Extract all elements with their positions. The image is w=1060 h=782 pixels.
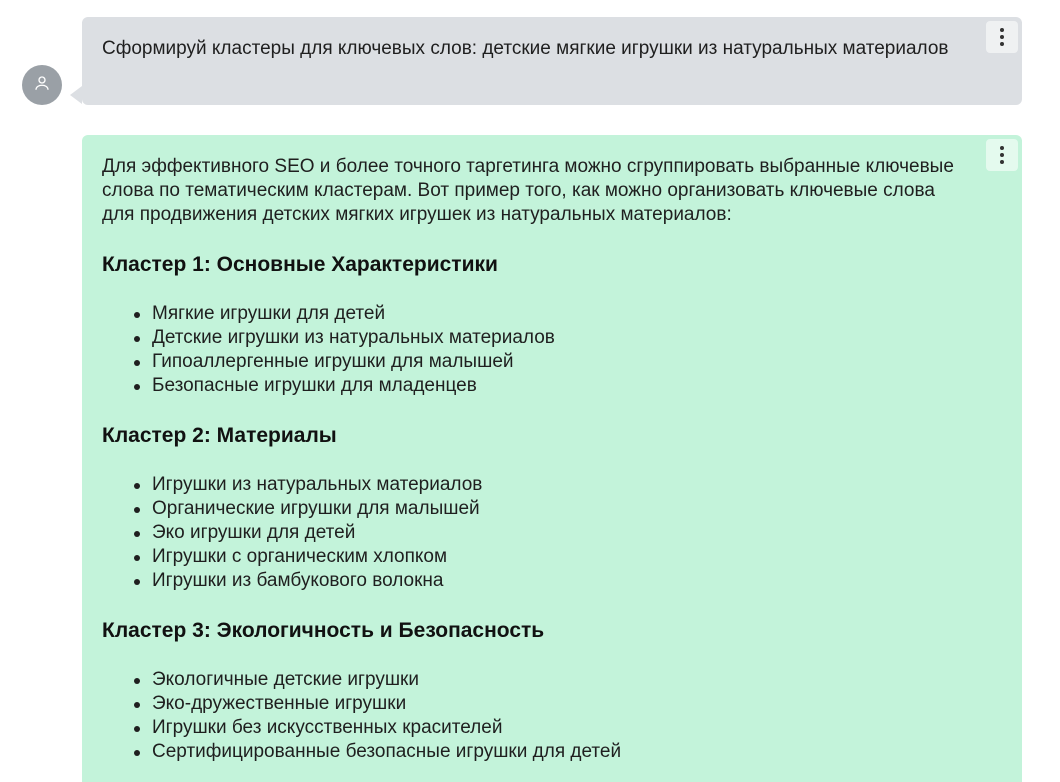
list-item: Игрушки из натуральных материалов xyxy=(132,473,962,497)
cluster-list xyxy=(102,302,962,398)
assistant-message xyxy=(82,135,1022,782)
cluster-title: Кластер 3: Экологичность и Безопасность xyxy=(102,619,545,642)
list-item: Игрушки без искусственных красителей xyxy=(132,716,962,740)
user-bubble-tail xyxy=(70,86,82,104)
list-item: Органические игрушки для малышей xyxy=(132,497,962,521)
assistant-intro: Для эффективного SEO и более точного таргетинга можно сгруппировать выбранные ключевые слова по тематическим кластерам. Вот пример того, как можно организовать ключевые слова для продвижения детских мягких игрушек из натуральных материалов: xyxy=(102,156,954,225)
assistant-message-menu-button[interactable] xyxy=(986,139,1018,171)
more-vertical-icon xyxy=(1000,146,1004,150)
list-item: Игрушки с органическим хлопком xyxy=(132,545,962,569)
user-icon xyxy=(33,74,51,97)
cluster-title: Кластер 1: Основные Характеристики xyxy=(102,253,498,276)
user-message-menu-button[interactable] xyxy=(986,21,1018,53)
user-message-text: Сформируй кластеры для ключевых слов: детские мягкие игрушки из натуральных материалов xyxy=(102,38,949,59)
list-item: Эко-дружественные игрушки xyxy=(132,692,962,716)
list-item: Безопасные игрушки для младенцев xyxy=(132,374,962,398)
cluster-list xyxy=(102,668,962,764)
user-avatar xyxy=(22,65,62,105)
list-item: Детские игрушки из натуральных материалов xyxy=(132,326,962,350)
list-item: Экологичные детские игрушки xyxy=(132,668,962,692)
list-item: Гипоаллергенные игрушки для малышей xyxy=(132,350,962,374)
cluster-list xyxy=(102,473,962,593)
user-message xyxy=(82,17,1022,105)
cluster-title: Кластер 2: Материалы xyxy=(102,424,337,447)
list-item: Сертифицированные безопасные игрушки для детей xyxy=(132,740,962,764)
more-vertical-icon xyxy=(1000,28,1004,32)
list-item: Эко игрушки для детей xyxy=(132,521,962,545)
list-item: Игрушки из бамбукового волокна xyxy=(132,569,962,593)
list-item: Мягкие игрушки для детей xyxy=(132,302,962,326)
